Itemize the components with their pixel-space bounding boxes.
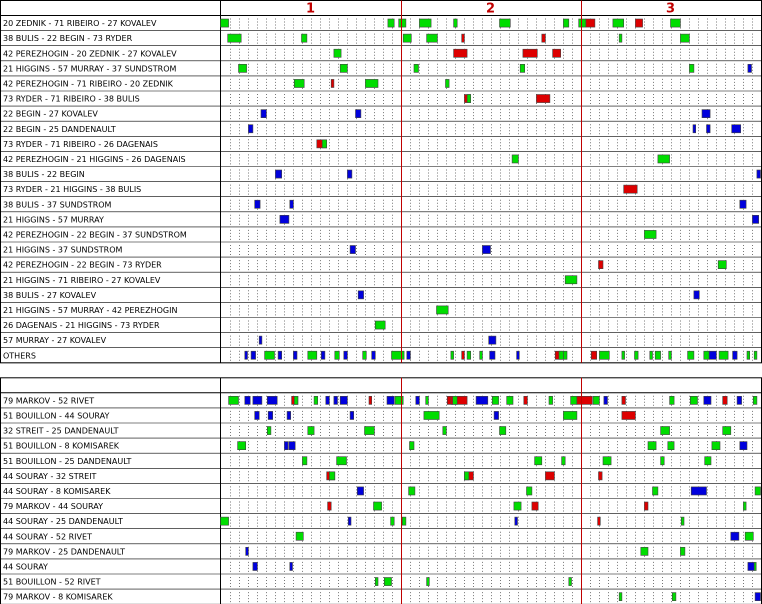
row-label: 21 HIGGINS - 57 MURRAY - 42 PEREZHOGIN <box>3 305 178 315</box>
shift-even <box>747 351 750 359</box>
shift-even <box>535 457 542 465</box>
shift-even <box>500 19 511 27</box>
shift-even <box>672 593 676 601</box>
minute-ticks <box>231 215 753 225</box>
shift-even <box>403 34 411 42</box>
shift-even <box>399 19 406 27</box>
shift-pk <box>545 472 554 480</box>
shift-pp <box>702 110 710 118</box>
shift-pp <box>267 396 277 404</box>
row-label: 21 HIGGINS - 71 RIBEIRO - 27 KOVALEV <box>3 275 161 285</box>
shift-pk <box>644 502 648 510</box>
minute-ticks <box>231 456 753 466</box>
minute-ticks <box>231 275 753 285</box>
shift-even <box>384 578 391 586</box>
shift-pp <box>691 487 706 495</box>
shift-even <box>388 19 394 27</box>
shift-pk <box>536 95 550 103</box>
shift-pp <box>733 351 738 359</box>
shift-even <box>410 442 415 450</box>
shift-even <box>414 64 419 72</box>
shift-even <box>329 472 334 480</box>
row-label: 73 RYDER - 71 RIBEIRO - 38 BULIS <box>3 94 140 104</box>
shift-pk <box>454 49 468 57</box>
shift-even <box>569 578 572 586</box>
row-label: 26 DAGENAIS - 21 HIGGINS - 73 RYDER <box>3 321 160 331</box>
shift-even <box>228 34 242 42</box>
row-label: 22 BEGIN - 27 KOVALEV <box>3 109 98 119</box>
shift-even <box>267 427 271 435</box>
shift-even <box>753 396 757 404</box>
shift-even <box>669 351 672 359</box>
minute-ticks <box>231 34 753 44</box>
row-label: 38 BULIS - 27 KOVALEV <box>3 290 97 300</box>
shift-even <box>680 547 685 555</box>
shift-even <box>619 593 622 601</box>
shift-even <box>680 34 689 42</box>
minute-ticks <box>231 411 753 421</box>
shift-pp <box>489 336 496 344</box>
shift-pp <box>278 351 282 359</box>
row-label: 20 ZEDNIK - 71 RIBEIRO - 27 KOVALEV <box>3 19 157 29</box>
row-label: 38 BULIS - 22 BEGIN - 73 RYDER <box>3 34 133 44</box>
minute-ticks <box>231 154 753 164</box>
row-label: 44 SOURAY <box>3 562 48 572</box>
shift-even <box>294 79 304 87</box>
shift-even <box>655 351 660 359</box>
shift-pp <box>251 351 256 359</box>
shift-pp <box>275 170 281 178</box>
shift-pp <box>290 562 293 570</box>
shift-even <box>661 457 665 465</box>
shift-pk <box>462 351 465 359</box>
shift-pp <box>348 517 351 525</box>
period-label: 3 <box>665 1 676 17</box>
minute-ticks <box>231 200 753 210</box>
minute-ticks <box>231 139 753 149</box>
shift-even <box>443 427 447 435</box>
shift-pp <box>748 64 752 72</box>
minute-ticks <box>231 49 753 59</box>
shift-even <box>527 487 532 495</box>
row-label: 51 BOUILLON - 8 KOMISAREK <box>3 441 120 451</box>
row-label: 38 BULIS - 22 BEGIN <box>3 170 85 180</box>
shift-pp <box>358 291 363 299</box>
shift-pp <box>407 351 411 359</box>
shift-pp <box>755 593 760 601</box>
shift-pk <box>598 517 601 525</box>
shift-pp <box>752 215 758 223</box>
shift-pp <box>340 396 347 404</box>
row-label: 51 BOUILLON - 25 DANDENAULT <box>3 456 132 466</box>
shift-pp <box>326 396 330 404</box>
shift-even <box>520 64 525 72</box>
shift-even <box>296 532 303 540</box>
shift-even <box>512 155 518 163</box>
shift-pp <box>255 200 260 208</box>
shift-pk <box>723 396 728 404</box>
shift-even <box>302 34 307 42</box>
shift-pp <box>757 170 761 178</box>
shift-even <box>704 351 709 359</box>
shift-pk <box>622 411 636 419</box>
shift-pp <box>476 396 488 404</box>
shift-pp <box>350 246 355 254</box>
shift-even <box>603 457 611 465</box>
shift-pk <box>553 49 561 57</box>
shift-even <box>365 427 375 435</box>
shift-even <box>375 321 385 329</box>
minute-ticks <box>231 547 753 557</box>
row-label: 22 BEGIN - 25 DANDENAULT <box>3 124 116 134</box>
shift-even <box>374 502 382 510</box>
shift-even <box>658 155 670 163</box>
shift-even <box>562 457 566 465</box>
shift-even <box>671 19 681 27</box>
row-label: 57 MURRAY - 27 KOVALEV <box>3 336 107 346</box>
shift-even <box>265 351 275 359</box>
shift-even <box>365 79 378 87</box>
minute-ticks <box>231 109 753 119</box>
shift-even <box>563 351 567 359</box>
shift-pk <box>635 19 642 27</box>
shift-even <box>743 502 746 510</box>
shift-even <box>754 351 757 359</box>
shift-pp <box>321 351 325 359</box>
shift-even <box>719 351 728 359</box>
shift-even <box>437 306 449 314</box>
shift-even <box>238 442 246 450</box>
period-header <box>306 2 675 17</box>
shift-pp <box>356 110 361 118</box>
shift-even <box>670 396 675 404</box>
shift-even <box>427 578 430 586</box>
shift-pp <box>293 351 297 359</box>
shift-even <box>402 517 406 525</box>
minute-ticks <box>231 94 753 104</box>
shift-pp <box>253 396 262 404</box>
shift-even <box>446 79 450 87</box>
shift-even <box>363 351 367 359</box>
shift-even <box>314 396 318 404</box>
shift-pk <box>599 472 603 480</box>
minute-ticks <box>231 532 753 542</box>
shift-pp <box>704 396 711 404</box>
row-label: 44 SOURAY - 8 KOMISAREK <box>3 486 111 496</box>
row-label: 38 BULIS - 37 SUNDSTROM <box>3 200 112 210</box>
shift-even <box>619 34 622 42</box>
shift-even <box>712 442 720 450</box>
minute-ticks <box>231 290 753 300</box>
shift-even <box>453 396 458 404</box>
shift-even <box>335 351 340 359</box>
row-label: 79 MARKOV - 8 KOMISAREK <box>3 592 113 602</box>
shift-even <box>559 351 564 359</box>
shift-pp <box>287 411 291 419</box>
shift-pp <box>290 200 294 208</box>
minute-ticks <box>231 260 753 270</box>
shift-pk <box>532 502 538 510</box>
minute-ticks <box>231 502 753 512</box>
row-label: 21 HIGGINS - 57 MURRAY <box>3 215 104 225</box>
section-frame <box>1 378 762 604</box>
shift-even <box>565 276 577 284</box>
row-label: 79 MARKOV - 52 RIVET <box>3 396 95 406</box>
shift-pp <box>372 351 376 359</box>
shift-pk <box>622 396 626 404</box>
row-label: 44 SOURAY - 25 DANDENAULT <box>3 517 123 527</box>
shift-even <box>480 351 483 359</box>
minute-ticks <box>231 321 753 331</box>
shift-pp <box>245 351 248 359</box>
shift-even <box>648 442 656 450</box>
row-label: 42 PEREZHOGIN - 21 HIGGINS - 26 DAGENAIS <box>3 154 186 164</box>
shift-pp <box>255 411 260 419</box>
shift-even <box>641 547 648 555</box>
shift-even <box>563 19 568 27</box>
shift-even <box>754 562 756 570</box>
shift-even <box>745 532 753 540</box>
shift-pp <box>748 562 754 570</box>
shift-pp <box>709 351 716 359</box>
minute-ticks <box>231 562 753 572</box>
shift-pk <box>599 261 604 269</box>
period-label: 2 <box>485 1 496 17</box>
shift-pp <box>694 291 699 299</box>
row-label: 73 RYDER - 21 HIGGINS - 38 BULIS <box>3 185 142 195</box>
shift-even <box>507 396 513 404</box>
shift-even <box>334 49 341 57</box>
row-label: 21 HIGGINS - 57 MURRAY - 37 SUNDSTROM <box>3 64 177 74</box>
shift-pk <box>331 79 334 87</box>
shift-pp <box>350 411 354 419</box>
shift-even <box>681 517 684 525</box>
shift-even <box>308 427 314 435</box>
shift-even <box>718 261 726 269</box>
shift-even <box>579 19 586 27</box>
shift-pp <box>268 411 273 419</box>
shift-even <box>229 396 239 404</box>
shift-pp <box>515 517 518 525</box>
shift-pp <box>604 396 608 404</box>
shift-pp <box>280 215 289 223</box>
shift-even <box>467 351 471 359</box>
shift-even <box>571 396 577 404</box>
row-label: 51 BOUILLON - 44 SOURAY <box>3 411 110 421</box>
shift-even <box>322 140 327 148</box>
shift-even <box>689 64 694 72</box>
shift-pp <box>740 200 746 208</box>
shift-pp <box>334 396 338 404</box>
shift-even <box>593 396 599 404</box>
shift-pp <box>737 396 742 404</box>
shift-pp <box>482 246 490 254</box>
shift-even <box>613 19 624 27</box>
shift-even <box>392 351 405 359</box>
row-label: 44 SOURAY - 52 RIVET <box>3 532 92 542</box>
shift-even <box>599 351 609 359</box>
shift-even <box>308 351 317 359</box>
shift-pp <box>707 125 711 133</box>
row-label: 79 MARKOV - 25 DANDENAULT <box>3 547 126 557</box>
shift-pp <box>416 396 420 404</box>
row-label: 79 MARKOV - 44 SOURAY <box>3 502 103 512</box>
shift-pk <box>577 396 592 404</box>
shift-even <box>650 351 653 359</box>
shift-bars <box>221 19 761 604</box>
shift-pk <box>328 502 332 510</box>
shift-even <box>451 351 454 359</box>
shift-pp <box>253 562 258 570</box>
minute-ticks <box>231 124 753 134</box>
shift-even <box>563 411 577 419</box>
minute-ticks <box>231 230 753 240</box>
shift-pp <box>517 351 520 359</box>
shift-even <box>391 517 395 525</box>
shift-pp <box>246 547 249 555</box>
shift-pp <box>259 336 262 344</box>
shift-even <box>492 396 498 404</box>
shift-even <box>549 396 553 404</box>
shift-even <box>424 411 439 419</box>
shift-pk <box>586 19 595 27</box>
minute-ticks <box>231 517 753 527</box>
row-label: 21 HIGGINS - 37 SUNDSTROM <box>3 245 123 255</box>
shift-even <box>337 457 347 465</box>
row-label: OTHERS <box>3 351 36 361</box>
shift-pp <box>357 487 363 495</box>
shift-even <box>375 578 378 586</box>
shift-pk <box>523 49 537 57</box>
shift-even <box>688 351 694 359</box>
row-label: 42 PEREZHOGIN - 20 ZEDNIK - 27 KOVALEV <box>3 49 177 59</box>
shift-pp <box>344 351 348 359</box>
shift-even <box>302 457 307 465</box>
shift-even <box>221 517 229 525</box>
shift-even <box>464 472 469 480</box>
shift-pp <box>490 351 495 359</box>
row-label: 42 PEREZHOGIN - 71 RIBEIRO - 20 ZEDNIK <box>3 79 173 89</box>
shift-pp <box>731 532 739 540</box>
shift-even <box>661 427 670 435</box>
shift-even <box>653 487 658 495</box>
minute-ticks <box>231 471 753 481</box>
shift-even <box>723 427 731 435</box>
shift-pp <box>289 442 295 450</box>
shift-even <box>755 487 760 495</box>
row-label: 73 RYDER - 71 RIBEIRO - 26 DAGENAIS <box>3 139 158 149</box>
row-label: 42 PEREZHOGIN - 22 BEGIN - 73 RYDER <box>3 260 162 270</box>
period-label: 1 <box>305 1 316 17</box>
shift-pp <box>347 170 352 178</box>
shift-even <box>294 396 298 404</box>
shift-pp <box>387 396 394 404</box>
shift-pp <box>494 411 499 419</box>
shift-even <box>644 230 656 238</box>
minute-ticks <box>231 486 753 496</box>
shift-pp <box>261 110 266 118</box>
shift-even <box>409 487 415 495</box>
shift-even <box>467 95 471 103</box>
minute-ticks <box>231 577 753 587</box>
shift-even <box>239 64 247 72</box>
minute-ticks <box>231 64 753 74</box>
row-label: 42 PEREZHOGIN - 22 BEGIN - 37 SUNDSTROM <box>3 230 187 240</box>
shift-pk <box>591 351 596 359</box>
row-label: 32 STREIT - 25 DANDENAULT <box>3 426 119 436</box>
shift-even <box>622 351 625 359</box>
shift-even <box>427 34 438 42</box>
minute-ticks <box>231 245 753 255</box>
shift-pk <box>462 34 465 42</box>
shift-pp <box>284 442 288 450</box>
shift-even <box>500 427 506 435</box>
shift-pk <box>624 185 638 193</box>
shift-pk <box>542 34 546 42</box>
shift-even <box>419 19 431 27</box>
shift-pp <box>740 442 747 450</box>
row-label: 44 SOURAY - 32 STREIT <box>3 471 97 481</box>
row-label: 51 BOUILLON - 52 RIVET <box>3 577 101 587</box>
minute-ticks <box>231 170 753 180</box>
shift-even <box>705 457 711 465</box>
shift-even <box>668 442 674 450</box>
shift-even <box>426 396 429 404</box>
chart-frames <box>1 1 762 604</box>
shift-even <box>635 351 639 359</box>
minute-ticks <box>231 305 753 315</box>
shift-pp <box>245 396 250 404</box>
shift-even <box>454 19 458 27</box>
minute-ticks <box>231 79 753 89</box>
shift-pp <box>248 125 253 133</box>
shift-pk <box>524 396 528 404</box>
shift-even <box>514 502 521 510</box>
shift-even <box>690 396 697 404</box>
shift-pp <box>732 125 741 133</box>
shift-even <box>221 19 229 27</box>
shift-pk <box>369 396 372 404</box>
shift-pp <box>693 125 696 133</box>
shift-even <box>340 64 347 72</box>
minute-ticks <box>231 185 753 195</box>
row-labels <box>3 19 187 604</box>
